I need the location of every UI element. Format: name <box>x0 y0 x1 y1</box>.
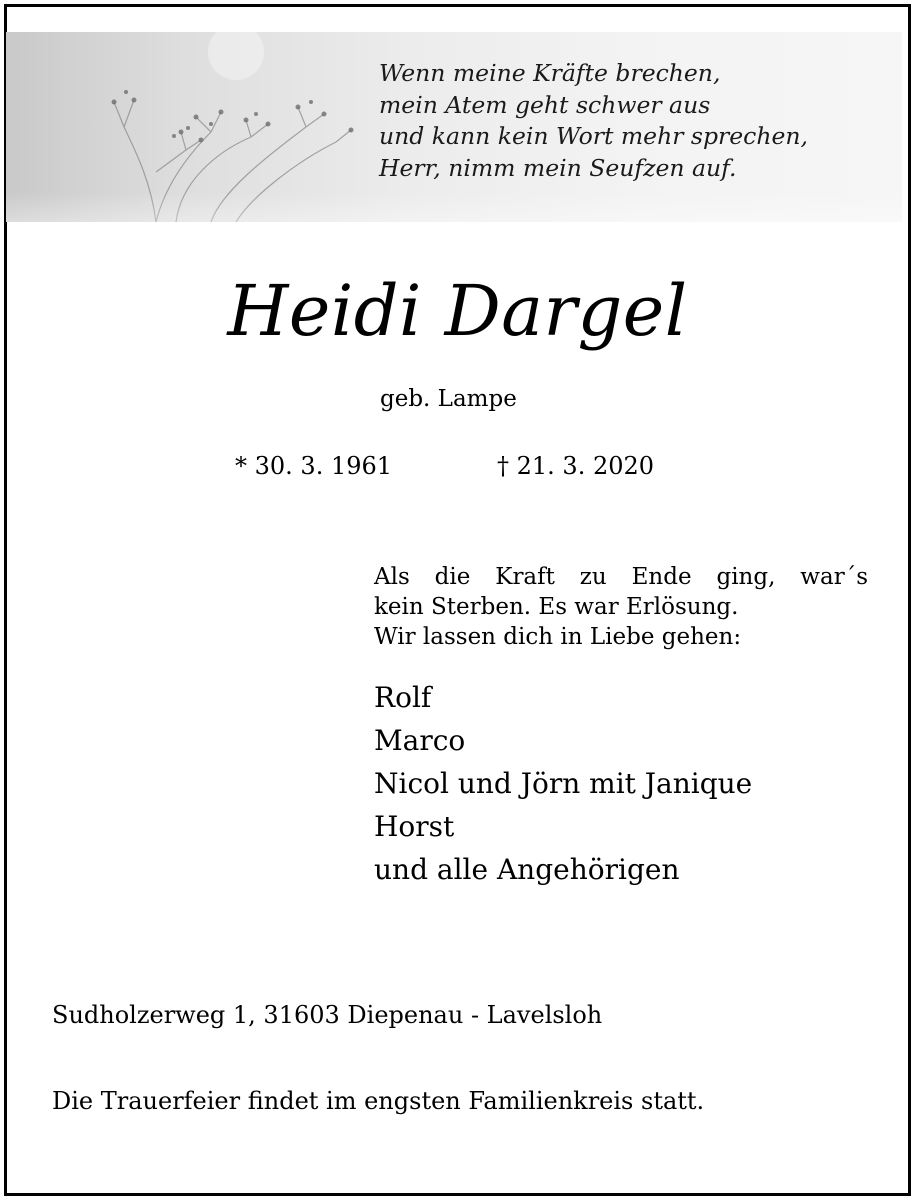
message-line: Als die Kraft zu Ende ging, war´s <box>374 564 868 590</box>
mourner: und alle Angehörigen <box>374 853 680 886</box>
banner-fade <box>6 192 902 222</box>
mourner: Rolf <box>374 681 432 714</box>
message-line: kein Sterben. Es war Erlösung. <box>374 594 739 620</box>
death-date: † 21. 3. 2020 <box>497 452 655 480</box>
birth-date: * 30. 3. 1961 <box>235 452 393 480</box>
poem-line: mein Atem geht schwer aus <box>379 90 711 119</box>
poem-line: Herr, nimm mein Seufzen auf. <box>379 153 737 182</box>
mourner: Marco <box>374 724 466 757</box>
address: Sudholzerweg 1, 31603 Diepenau - Lavelsloh <box>52 1001 603 1029</box>
mourners-list <box>374 676 752 891</box>
poem-line: Wenn meine Kräfte brechen, <box>379 59 721 87</box>
farewell-message <box>374 562 868 652</box>
message-line: Wir lassen dich in Liebe gehen: <box>374 624 742 650</box>
poem-line: und kann kein Wort mehr sprechen, <box>379 122 808 150</box>
poem <box>379 58 808 184</box>
mourner: Horst <box>374 810 455 843</box>
funeral-notice: Die Trauerfeier findet im engsten Familienkreis statt. <box>52 1087 705 1115</box>
deceased-name: Heidi Dargel <box>227 270 688 352</box>
mourner: Nicol und Jörn mit Janique <box>374 767 753 800</box>
maiden-name: geb. Lampe <box>380 386 517 412</box>
header-banner <box>6 32 902 222</box>
